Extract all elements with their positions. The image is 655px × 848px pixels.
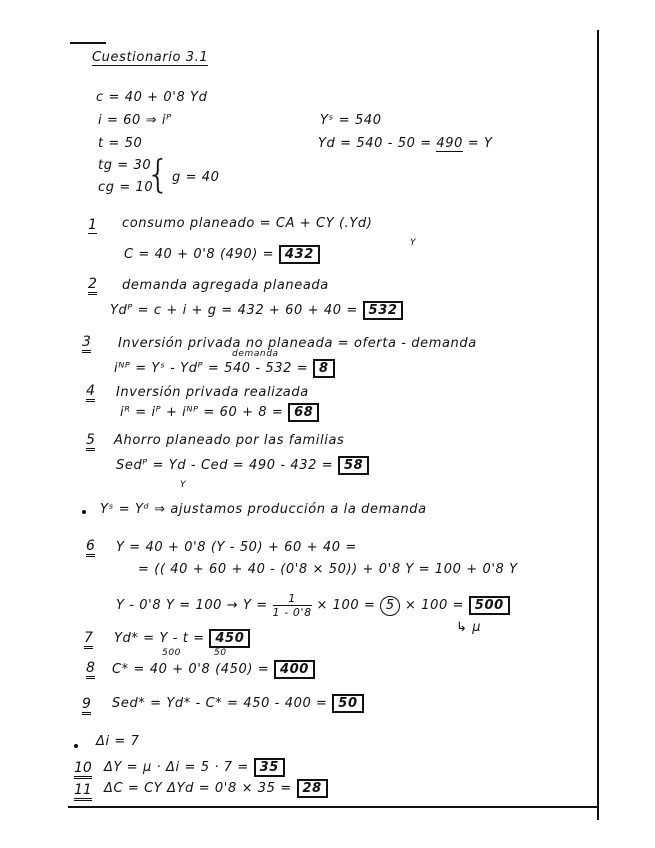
top-rule (70, 42, 106, 44)
item-expr: Ydᴾ = c + i + g = 432 + 60 + 40 = 532 (110, 303, 403, 318)
result-box: 400 (274, 660, 315, 679)
item-expr: C* = 40 + 0'8 (450) = 400 (112, 662, 315, 677)
result-box: 532 (363, 301, 404, 320)
item-line1: Y = 40 + 0'8 (Y - 50) + 60 + 40 = (116, 540, 357, 555)
result-box: 8 (313, 359, 335, 378)
item-number: 10 (74, 760, 92, 779)
bottom-rule (68, 806, 598, 808)
given-t: t = 50 (98, 136, 143, 151)
given-g: g = 40 (172, 170, 220, 185)
item-sub1: 500 (162, 648, 181, 658)
mu-label: ↳ μ (456, 620, 482, 635)
item-line3: Y - 0'8 Y = 100 → Y = $\frac{1}{1 - 0'8}$ × 100 = 5 × 100 = 500 (116, 592, 510, 619)
item-number: 2 (88, 276, 97, 295)
item-number: 11 (74, 782, 92, 801)
item-title: Ahorro planeado por las familias (114, 433, 345, 448)
result-box: 50 (332, 694, 363, 713)
item-number: 3 (82, 334, 91, 353)
item-expr: iᴿ = iᴾ + iᴺᴾ = 60 + 8 = 68 (120, 405, 319, 420)
given-cg: cg = 10 (98, 180, 154, 195)
item-note: demanda (232, 349, 279, 359)
bullet-text: Yˢ = Yᵈ ⇒ ajustamos producción a la demanda (100, 502, 427, 517)
result-box: 58 (338, 456, 369, 475)
given-i: i = 60 ⇒ iᴾ (98, 113, 172, 128)
item-sub: Y (180, 480, 187, 490)
result-box: 28 (297, 779, 328, 798)
item-number: 1 (88, 217, 97, 233)
result-box: 35 (254, 758, 285, 777)
item-title: demanda agregada planeada (122, 278, 329, 293)
item-sub: Y (410, 238, 417, 248)
item-number: 5 (86, 432, 95, 451)
item-expr: Sed* = Yd* - C* = 450 - 400 = 50 (112, 696, 364, 711)
item-number: 4 (86, 383, 95, 402)
result-box: 450 (209, 629, 250, 648)
item-number: 9 (82, 696, 91, 715)
given-yd: Yd = 540 - 50 = 490 = Y (318, 136, 493, 151)
bullet-dot (82, 510, 86, 514)
item-expr: Yd* = Y - t = 450 (114, 631, 250, 646)
item-number: 8 (86, 660, 95, 679)
page-title: Cuestionario 3.1 (92, 50, 209, 65)
result-box: 500 (469, 596, 510, 615)
bullet-dot (74, 744, 78, 748)
item-title: Inversión privada no planeada = oferta - demanda (118, 336, 477, 351)
given-tg: tg = 30 (98, 158, 152, 173)
bullet-text: Δi = 7 (96, 734, 140, 749)
item-sub2: 50 (214, 648, 227, 658)
item-number: 7 (84, 630, 93, 649)
given-c: c = 40 + 0'8 Yd (96, 90, 208, 105)
multiplier-circle: 5 (380, 596, 400, 616)
item-expr: ΔC = CY ΔYd = 0'8 × 35 = 28 (104, 781, 328, 796)
right-rule (597, 30, 599, 820)
item-number: 6 (86, 538, 95, 557)
brace: { (146, 152, 171, 196)
given-ys: Yˢ = 540 (320, 113, 382, 128)
item-expr: ΔY = μ · Δi = 5 · 7 = 35 (104, 760, 285, 775)
item-expr: C = 40 + 0'8 (490) = 432 (124, 247, 320, 262)
item-line2: = (( 40 + 60 + 40 - (0'8 × 50)) + 0'8 Y = 100 + 0'8 Y (138, 562, 518, 577)
item-expr: Sedᴾ = Yd - Ced = 490 - 432 = 58 (116, 458, 369, 473)
result-box: 68 (288, 403, 319, 422)
item-title: consumo planeado = CA + CY (.Yd) (122, 216, 373, 231)
result-box: 432 (279, 245, 320, 264)
item-title: Inversión privada realizada (116, 385, 309, 400)
item-expr: iᴺᴾ = Yˢ - Ydᴾ = 540 - 532 = 8 (114, 361, 335, 376)
